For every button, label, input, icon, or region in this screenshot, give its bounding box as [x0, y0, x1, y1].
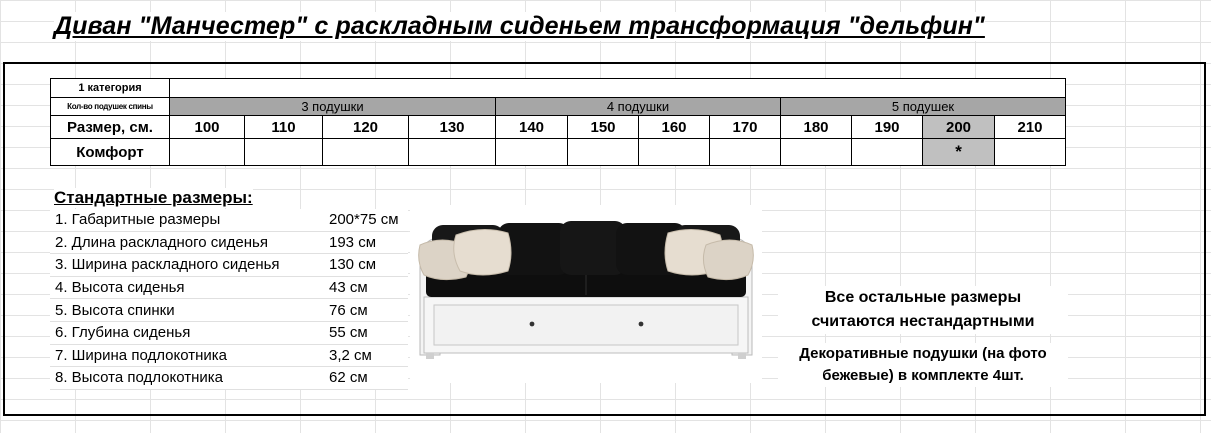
group-4-pillows: 4 подушки: [496, 98, 781, 116]
note-line: Все остальные размеры: [824, 289, 1022, 306]
comfort-cell: [781, 139, 852, 166]
dimension-name: 5. Высота спинки: [55, 301, 175, 319]
dimension-value: 55 см: [329, 324, 368, 342]
dimension-value: 76 см: [329, 301, 368, 319]
size-cell: 110: [245, 116, 323, 139]
size-cell: 140: [496, 116, 568, 139]
size-cell: 120: [323, 116, 409, 139]
size-cell: 150: [568, 116, 639, 139]
size-label: Размер, см.: [51, 116, 170, 139]
dimension-name: 7. Ширина подлокотника: [55, 346, 227, 364]
list-item: [50, 367, 408, 390]
note-line: Декоративные подушки (на фото: [799, 345, 1047, 362]
dimension-name: 3. Ширина раскладного сиденья: [55, 256, 280, 274]
size-cell: 160: [639, 116, 710, 139]
comfort-cell: [852, 139, 923, 166]
size-cell: 170: [710, 116, 781, 139]
comfort-cell: [568, 139, 639, 166]
size-cell-highlighted: 200: [923, 116, 995, 139]
comfort-cell: [710, 139, 781, 166]
sofa-photo: [410, 205, 762, 383]
list-item: [50, 209, 408, 232]
size-cell: 180: [781, 116, 852, 139]
comfort-mark: *: [923, 139, 995, 166]
category-row-blank: [170, 79, 1066, 98]
dimension-name: 4. Высота сиденья: [55, 279, 185, 297]
comfort-cell: [639, 139, 710, 166]
dimension-name: 1. Габаритные размеры: [55, 211, 221, 229]
pillows-label: Кол-во подушек спины: [51, 98, 170, 116]
group-3-pillows: 3 подушки: [170, 98, 496, 116]
dimension-name: 2. Длина раскладного сиденья: [55, 233, 268, 251]
list-item: [50, 299, 408, 322]
comfort-cell: [496, 139, 568, 166]
standard-sizes-list: [50, 209, 408, 390]
list-item: [50, 277, 408, 300]
dimension-name: 8. Высота подлокотника: [55, 369, 224, 387]
size-cell: 210: [995, 116, 1066, 139]
size-cell: 100: [170, 116, 245, 139]
comfort-cell: [245, 139, 323, 166]
comfort-label: Комфорт: [51, 139, 170, 166]
page-title: Диван "Манчестер" с раскладным сиденьем трансформация "дельфин": [54, 12, 985, 40]
note-line: считаются нестандартными: [811, 313, 1035, 330]
list-item: [50, 345, 408, 368]
sofa-illustration: [410, 205, 762, 383]
comfort-cell: [995, 139, 1066, 166]
note-line: бежевые) в комплекте 4шт.: [822, 367, 1024, 384]
dimension-name: 6. Глубина сиденья: [55, 324, 191, 342]
list-item: [50, 254, 408, 277]
list-item: [50, 232, 408, 255]
size-cell: 130: [409, 116, 496, 139]
group-5-pillows: 5 подушек: [781, 98, 1066, 116]
nonstandard-note: [778, 286, 1068, 334]
size-table: [50, 78, 1066, 166]
size-cell: 190: [852, 116, 923, 139]
standard-sizes-title: Стандартные размеры:: [54, 188, 253, 207]
dimension-value: 62 см: [329, 369, 368, 387]
pillows-note: [778, 343, 1068, 387]
comfort-cell: [323, 139, 409, 166]
dimension-value: 200*75 см: [329, 211, 399, 229]
dimension-value: 130 см: [329, 256, 377, 274]
dimension-value: 193 см: [329, 233, 377, 251]
dimension-value: 43 см: [329, 279, 368, 297]
comfort-cell: [170, 139, 245, 166]
comfort-cell: [409, 139, 496, 166]
category-label: 1 категория: [51, 79, 170, 98]
dimension-value: 3,2 см: [329, 346, 372, 364]
list-item: [50, 322, 408, 345]
